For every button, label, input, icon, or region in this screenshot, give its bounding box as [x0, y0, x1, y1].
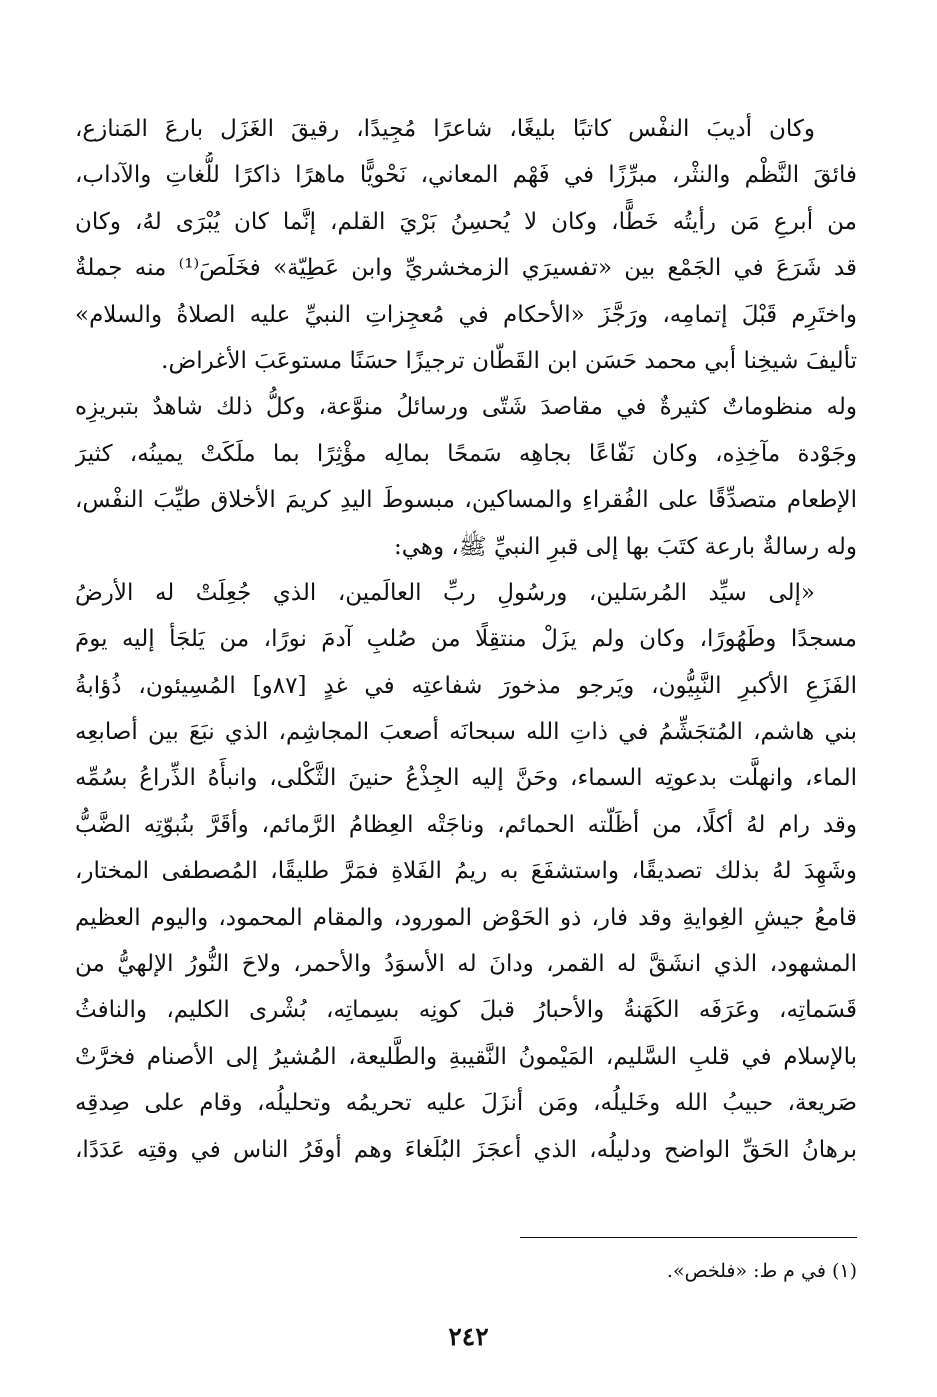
- text-line: «إلى سيِّد المُرسَلين، ورسُولِ ربِّ العالَمين، الذي جُعِلَتْ له الأرضُ: [75, 579, 815, 606]
- footnote-divider: [520, 1237, 857, 1238]
- paragraph-biography: [75, 106, 857, 384]
- text-line: المشهود، الذي انشَقَّ له القمر، ودانَ له الأسوَدُ والأحمر، ولاحَ النُّورُ الإلهيُّ من: [75, 951, 857, 978]
- page-number: ٢٤٢: [448, 1322, 489, 1351]
- text-line: من أبرعِ مَن رأيتُه خَطًّا، وكان لا يُحسِنُ بَرْيَ القلم، إنَّما كان يُبْرَى لهُ، وكان: [75, 208, 857, 235]
- text-line: قَسَماتِه، وعَرَفَه الكَهَنةُ والأحبارُ قبلَ كونِه بسِماتِه، بُشْرى الكليم، والنافثُ: [75, 997, 857, 1024]
- text-line: مسجدًا وطَهُورًا، وكان ولم يزَلْ منتقِلًا من صُلبِ آدمَ نورًا، من يَلجَأ إليه يومَ: [75, 626, 857, 653]
- text-line: واختَرِم قَبْلَ إتمامِه، ورَجَّزَ «الأحكام في مُعجِزاتِ النبيِّ عليه الصلاةُ والسلام»: [75, 301, 857, 328]
- paragraph-works: [75, 384, 857, 570]
- text-line: الإطعام متصدِّقًا على الفُقراءِ والمساكين، مبسوطَ اليدِ كريمَ الأخلاق طيِّبَ النفْس،: [75, 487, 857, 514]
- text-line: الماء، وانهلَّت بدعوتِه السماء، وحَنَّ إليه الجِذْعُ حنينَ الثَّكْلى، وانبأَهُ الذِّراعُ بسُمِّه: [75, 765, 857, 792]
- text-line: وجَوْدة مآخِذِه، وكان نَفّاعًا بجاهِه سَمحًا بمالِه مؤْثِرًا بما ملَكَتْ يمينُه، كثيرَ: [75, 440, 857, 467]
- text-line: وله منظوماتٌ كثيرةٌ في مقاصدَ شَتّى ورسائلُ منوَّعة، وكلُّ ذلك شاهدٌ بتبريزِه: [75, 394, 857, 421]
- text-line: فائقَ النَّظْم والنثْر، مبرِّزًا في فَهْم المعاني، نَحْويًّا ماهرًا ذاكرًا للُّغاتِ والآداب،: [75, 162, 857, 189]
- text-line: تأليفَ شيخِنا أبي محمد حَسَن ابن القَطّان ترجيزًا حسَنًا مستوعَبَ الأغراض.: [161, 347, 857, 374]
- text-line: وشَهِدَ لهُ بذلك تصديقًا، واستشفَعَ به ريمُ الفَلاةِ فمَرَّ طليقًا، المُصطفى المختار،: [75, 858, 857, 885]
- text-line: قد شَرَعَ في الجَمْع بين «تفسيرَي الزمخشريِّ وابن عَطِيّة» فخَلَصَ⁽¹⁾ منه جملةٌ: [75, 255, 857, 282]
- paragraph-letter: [75, 570, 857, 1173]
- text-line: وقد رام لهُ أكلًا، من أظَلّته الحمائم، وناجَتْه العِظامُ الرَّمائم، وأقَرَّ بنُبوّتِه الضَّبُّ: [75, 811, 857, 838]
- text-line: بني هاشم، المُتجَشِّمُ في ذاتِ الله سبحانَه أصعبَ المجاشِم، الذي نبَعَ بين أصابعِه: [75, 719, 857, 746]
- text-line: صَريعة، حبيبُ الله وخَليلُه، ومَن أنزَلَ عليه تحريمُه وتحليلُه، وقام على صِدقِه: [75, 1090, 857, 1117]
- text-line: قامعُ جيشِ الغِوايةِ وقد فار، ذو الحَوْض المورود، والمقام المحمود، واليوم العظيم: [75, 904, 857, 931]
- footnote: (١) في م ط: «فلخص».: [666, 1260, 857, 1282]
- text-line: بالإسلام في قلبِ السَّليم، المَيْمونُ النَّقيبةِ والطَّليعة، المُشيرُ إلى الأصنام فخرَّتْ: [75, 1043, 857, 1070]
- text-line: وكان أديبَ النفْس كاتبًا بليغًا، شاعرًا مُجِيدًا، رقيقَ الغَزَل بارعَ المَنازع،: [75, 116, 815, 142]
- text-line: برهانُ الحَقِّ الواضح ودليلُه، الذي أعجَزَ البُلَغاءَ وهم أوفَرُ الناس في وقتِه عَدَدًا،: [75, 1136, 857, 1163]
- text-line: الفَزَعِ الأكبرِ النَّبِيُّون، ويَرجو مذخورَ شفاعتِه في غدٍ [٨٧و] المُسِيئون، ذُؤابةُ: [75, 672, 857, 699]
- text-line: وله رسالةٌ بارعة كتَبَ بها إلى قبرِ النبيِّ ﷺ، وهي:: [393, 533, 857, 560]
- main-text: [75, 106, 857, 1173]
